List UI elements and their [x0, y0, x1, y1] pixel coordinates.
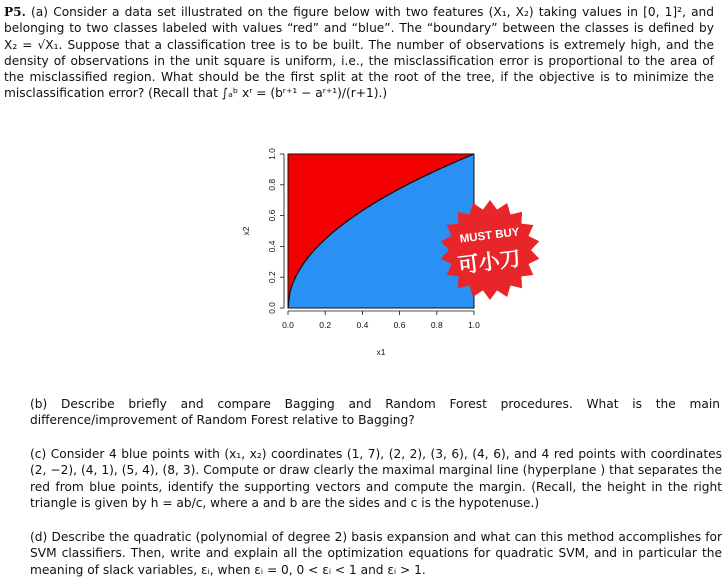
part-b-text: Describe briefly and compare Bagging and Random Forest procedures. What is the main difference/improvement of Random Forest relative to Bagging? — [30, 397, 721, 428]
question-a — [4, 4, 714, 102]
x-axis — [282, 311, 480, 357]
x-tick-label: 0.4 — [356, 320, 369, 330]
part-c-label: (c) — [30, 447, 47, 461]
y-tick-label: 0.2 — [267, 271, 277, 284]
stamp-line1: MUST BUY — [459, 226, 521, 246]
question-c — [30, 446, 722, 511]
question-b — [30, 396, 720, 429]
classification-figure — [226, 140, 586, 365]
y-tick-label: 0.8 — [267, 178, 277, 191]
part-d-text: Describe the quadratic (polynomial of degree 2) basis expansion and what can this method accomplishes for SVM classifiers. Then, write and explain all the optimization equations for quadratic SVM, and in particular the meaning of slack variables, εᵢ, when εᵢ = 0, 0 < εᵢ < 1 and εᵢ > 1. — [30, 530, 723, 577]
x-tick-label: 0.6 — [393, 320, 406, 330]
part-c-text: Consider 4 blue points with (x₁, x₂) coordinates (1, 7), (2, 2), (3, 6), (4, 6), and 4 red points with coordinates (2, −2), (4, 1), (5, 4), (8, 3). Compute or draw clearly the maximal marginal line (hyperplane ) that separates the red from blue points, identify the supporting vectors and compute the margin. (Recall, the height in the right triangle is given by h = ab/c, where a and b are the sides and c is the hypotenuse.) — [30, 447, 723, 510]
part-b-label: (b) — [30, 397, 48, 411]
y-tick-label: 1.0 — [267, 148, 277, 160]
y-axis-label: x2 — [241, 226, 251, 236]
y-axis — [241, 148, 284, 314]
problem-number: P5. — [4, 5, 26, 19]
stamp-line2: 可小刀 — [456, 246, 522, 278]
y-tick-label: 0.6 — [267, 209, 277, 222]
x-tick-label: 0.2 — [319, 320, 332, 330]
x-tick-label: 0.8 — [430, 320, 443, 330]
boundary-plot — [226, 140, 586, 365]
x-axis-label: x1 — [376, 347, 386, 357]
x-tick-label: 0.0 — [282, 320, 294, 330]
part-a-label: (a) — [31, 5, 49, 19]
question-d — [30, 529, 722, 578]
x-tick-label: 1.0 — [468, 320, 480, 330]
part-a-text: Consider a data set illustrated on the figure below with two features (X₁, X₂) taking values in [0, 1]², and belonging to two classes labeled with values “red” and “blue”. The “boundary” between the classes is defined by X₂ = √X₁. Suppose that a classification tree is to be built. The number of observations is extremely high, and the density of observations in the unit square is uniform, i.e., the misclassification error is proportional to the area of the misclassified region. What should be the first split at the root of the tree, if the objective is to minimize the misclassification error? (Recall that ∫ₐᵇ xʳ = (bʳ⁺¹ − aʳ⁺¹)/(r+1).) — [4, 5, 715, 101]
y-tick-label: 0.0 — [267, 302, 277, 314]
y-tick-label: 0.4 — [267, 240, 277, 253]
part-d-label: (d) — [30, 530, 48, 544]
